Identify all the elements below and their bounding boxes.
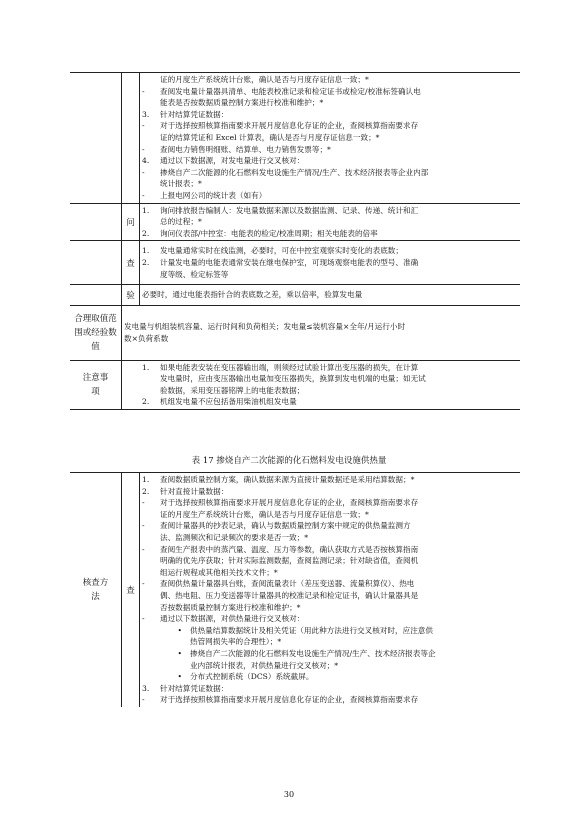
range-row: [70, 306, 520, 361]
line-marker: 3.: [142, 109, 150, 119]
verify-sub-cell: [122, 73, 140, 203]
line-marker: [142, 97, 160, 109]
line-marker: •: [177, 625, 182, 635]
line-text: 证的结算凭证和 Excel 计算表，确认是否与月度存证信息一致；*: [160, 132, 380, 142]
text-line: [142, 385, 517, 397]
text-line: [142, 190, 517, 202]
line-text: 证的月度生产系统统计台账，确认是否与月度存证信息一致；*: [160, 75, 369, 84]
text-line: [142, 497, 517, 509]
line-text: 查阅电力销售明细账、结算单、电力销售发票等；*: [160, 144, 331, 154]
text-line: [142, 396, 517, 408]
line-text: 供热量结算数据统计及相关凭证（用此种方法进行交叉核对时，应注意供: [190, 625, 433, 635]
line-text: 发电量通常实时在线监测，必要时，可在中控室观察实时变化的表底数；: [160, 246, 403, 256]
check-row: [70, 241, 520, 285]
text-line: [142, 216, 517, 228]
line-text: 能表是否按数据质量控制方案进行校准和维护；*: [160, 98, 324, 108]
text-line: [142, 205, 517, 217]
text-line: [142, 578, 517, 590]
line-text: 上报电网公司的统计表（如有）: [160, 190, 267, 200]
text-line: [142, 509, 517, 521]
text-line: [142, 602, 517, 614]
text-line: [142, 132, 517, 144]
line-marker: [142, 385, 160, 397]
check-content: [140, 241, 520, 284]
line-text: 验数据，采用变压器铭牌上的电能表数据；: [160, 385, 305, 395]
line-marker: -: [142, 695, 145, 705]
line-text: 发电量时，应由变压器输出电量加变压器损失，换算到发电机端的电量；如无试: [160, 374, 426, 384]
line-marker: •: [177, 648, 182, 658]
ask-content: [140, 204, 520, 241]
text-line: [142, 694, 517, 706]
line-text: 发电量与机组装机容量、运行时间和负荷相关；发电量≤装机容量×全年/月运行小时: [124, 322, 406, 332]
text-line: [142, 486, 517, 498]
indent-spacer: [142, 636, 160, 648]
line-marker: -: [142, 614, 145, 624]
line-text: 数×负荷系数: [124, 333, 169, 343]
text-line: [142, 120, 517, 132]
line-marker: [142, 567, 160, 579]
text-line: [142, 671, 517, 683]
line-text: 针对直接计量数据：: [160, 486, 229, 496]
line-marker: -: [142, 498, 145, 508]
verify-row: [70, 73, 520, 204]
verify-label-cell: [70, 73, 122, 203]
line-text: 查阅计量器具的抄表记录，确认与数据质量控制方案中规定的供热量监测方: [160, 521, 411, 531]
line-marker: -: [142, 144, 145, 154]
text-line: [124, 321, 517, 333]
line-marker: -: [142, 521, 145, 531]
line-text: 通过以下数据源，对供热量进行交叉核对：: [160, 614, 305, 624]
line-marker: [142, 74, 160, 86]
line-text: 法、监测频次和记录频次的要求是否一致；*: [160, 532, 309, 542]
line-marker: [142, 555, 160, 567]
line-marker: 2.: [142, 257, 150, 267]
line-marker: [142, 216, 160, 228]
text-line: [142, 245, 517, 257]
text-line: [142, 74, 517, 86]
text-line: [142, 544, 517, 556]
line-text: 查阅生产报表中的蒸汽量、温度、压力等参数，确认获取方式是否按核算指南: [160, 544, 419, 554]
line-text: 对于选择按照核算指南要求开展月度信息化存证的企业，查阅核算指南要求存: [160, 121, 419, 131]
line-text: 度等级、检定标签等: [160, 269, 229, 279]
line-text: 明确的优先序获取；针对实际监测数据，查阅监测记录；针对缺省值，查阅机: [160, 556, 419, 566]
line-marker: -: [142, 121, 145, 131]
text-line: [142, 660, 517, 672]
line-marker: [142, 178, 160, 190]
text-line: [142, 109, 517, 121]
line-marker: 2.: [142, 397, 150, 407]
line-text: 如果电能表安装在变压器输出端，则须经过试验计算出变压器的损失，在计算: [160, 362, 419, 372]
text-line: [142, 167, 517, 179]
line-text: 统计报表；*: [160, 179, 202, 189]
text-line: [142, 636, 517, 648]
line-marker: •: [177, 672, 182, 682]
line-text: 询问排放报告编制人：发电量数据来源以及数据监测、记录、传递、统计和汇: [160, 205, 419, 215]
line-text: 总的过程；*: [160, 217, 202, 227]
check-label: 查: [122, 241, 140, 284]
line-marker: [160, 660, 190, 672]
calc-label-cell: [70, 285, 122, 305]
line-text: 针对结算凭证数据：: [160, 683, 229, 693]
line-marker: [142, 269, 160, 281]
power-generation-table: [70, 72, 520, 410]
calc-row: [70, 285, 520, 306]
line-marker: [142, 532, 160, 544]
line-marker: -: [142, 86, 145, 96]
line-text: 分布式控制系统（DCS）系统截屏。: [190, 672, 314, 682]
line-marker: [142, 590, 160, 602]
text-line: [142, 683, 517, 695]
line-text: 查阅发电量计量器具清单、电能表校准记录和检定证书或检定/校准标签确认电: [160, 86, 421, 96]
ask-row: [70, 204, 520, 242]
check-label-cell: [70, 241, 122, 284]
text-line: [142, 228, 517, 240]
text-line: [142, 520, 517, 532]
text-line: [142, 648, 517, 660]
line-marker: 2.: [142, 228, 150, 238]
line-marker: -: [142, 579, 145, 589]
line-marker: [142, 509, 160, 521]
range-content: [122, 306, 520, 360]
line-marker: 2.: [142, 486, 150, 496]
range-label: 合理取值范围或经验数值: [70, 306, 122, 360]
notes-content: [122, 361, 520, 409]
line-marker: -: [142, 167, 145, 177]
method-row: [70, 473, 520, 707]
line-marker: -: [142, 190, 145, 200]
method-label: 核查方法: [70, 473, 122, 707]
line-marker: 1.: [142, 205, 150, 215]
text-line: [142, 155, 517, 167]
text-line: [142, 144, 517, 156]
text-line: [142, 532, 517, 544]
line-marker: [142, 602, 160, 614]
line-text: 掺烧自产二次能源的化石燃料发电设施生产情况/生产、技术经济报表等企业内部: [160, 167, 429, 177]
method-sub-label: 查: [122, 473, 140, 707]
line-text: 掺烧自产二次能源的化石燃料发电设施生产情况/生产、技术经济报表等企: [190, 648, 436, 658]
indent-spacer: [142, 671, 160, 683]
line-text: 对于选择按照核算指南要求开展月度信息化存证的企业，查阅核算指南要求存: [160, 498, 419, 508]
line-marker: -: [142, 544, 145, 554]
line-text: 通过以下数据源，对发电量进行交叉核对：: [160, 156, 305, 166]
line-text: 否按数据质量控制方案进行校准和维护；*: [160, 602, 301, 612]
text-line: [142, 625, 517, 637]
page-number: 30: [283, 790, 295, 799]
text-line: [142, 269, 517, 281]
line-text: 机组发电量不应包括备用柴油机组发电量: [160, 397, 297, 407]
line-text: 询问仪表部/中控室：电能表的检定/校准周期；相关电能表的倍率: [160, 228, 378, 238]
text-line: [142, 86, 517, 98]
text-line: [142, 362, 517, 374]
ask-label: 问: [122, 204, 140, 241]
text-line: [142, 613, 517, 625]
line-marker: 4.: [142, 156, 150, 166]
line-text: 证的月度生产系统统计台账，确认是否与月度存证信息一致；*: [160, 509, 369, 519]
text-line: [142, 178, 517, 190]
indent-spacer: [142, 648, 160, 660]
line-marker: 1.: [142, 475, 150, 484]
line-text: 对于选择按照核算指南要求开展月度信息化存证的企业，查阅核算指南要求存: [160, 695, 419, 705]
text-line: [142, 257, 517, 269]
notes-label: 注意事项: [70, 361, 122, 409]
line-text: 业内部统计报表，对供热量进行交叉核对；*: [190, 660, 339, 670]
line-text: 针对结算凭证数据：: [160, 109, 229, 119]
calc-content: 必要时，通过电能表指针合的表底数之差，乘以倍率，验算发电量: [142, 290, 363, 300]
text-line: [124, 333, 517, 345]
line-marker: [160, 636, 190, 648]
text-line: [142, 474, 517, 486]
heat-supply-table: [70, 472, 520, 707]
line-text: 查阅数据质量控制方案，确认数据来源为直接计量数据还是采用结算数据；*: [160, 475, 415, 484]
text-line: [142, 555, 517, 567]
text-line: [142, 590, 517, 602]
verify-content: [140, 73, 520, 203]
method-content: [140, 473, 520, 707]
calc-label: 验: [122, 285, 140, 305]
text-line: [142, 567, 517, 579]
line-marker: 1.: [142, 362, 150, 372]
line-marker: [142, 132, 160, 144]
line-marker: 1.: [142, 246, 150, 256]
line-marker: 3.: [142, 683, 150, 693]
indent-spacer: [142, 660, 160, 672]
ask-label-cell: [70, 204, 122, 241]
line-text: 计量发电量的电能表通常安装在继电保护室，可现场观察电能表的型号、准确: [160, 257, 419, 267]
line-text: 偶、热电阻、压力变送器等计量器具的校准记录和检定证书，确认计量器具是: [160, 590, 419, 600]
line-text: 查阅供热量计量器具台账，查阅流量表计（差压变送器、流量积算仪）、热电: [160, 579, 415, 589]
line-marker: [142, 373, 160, 385]
line-text: 组运行规程或其他相关技术文件；*: [160, 567, 278, 577]
table-caption: 表 17 掺烧自产二次能源的化石燃料发电设施供热量: [191, 456, 387, 466]
indent-spacer: [142, 625, 160, 637]
notes-row: [70, 361, 520, 409]
text-line: [142, 373, 517, 385]
text-line: [142, 97, 517, 109]
line-text: 热管网损失率的合理性）；*: [190, 637, 282, 647]
